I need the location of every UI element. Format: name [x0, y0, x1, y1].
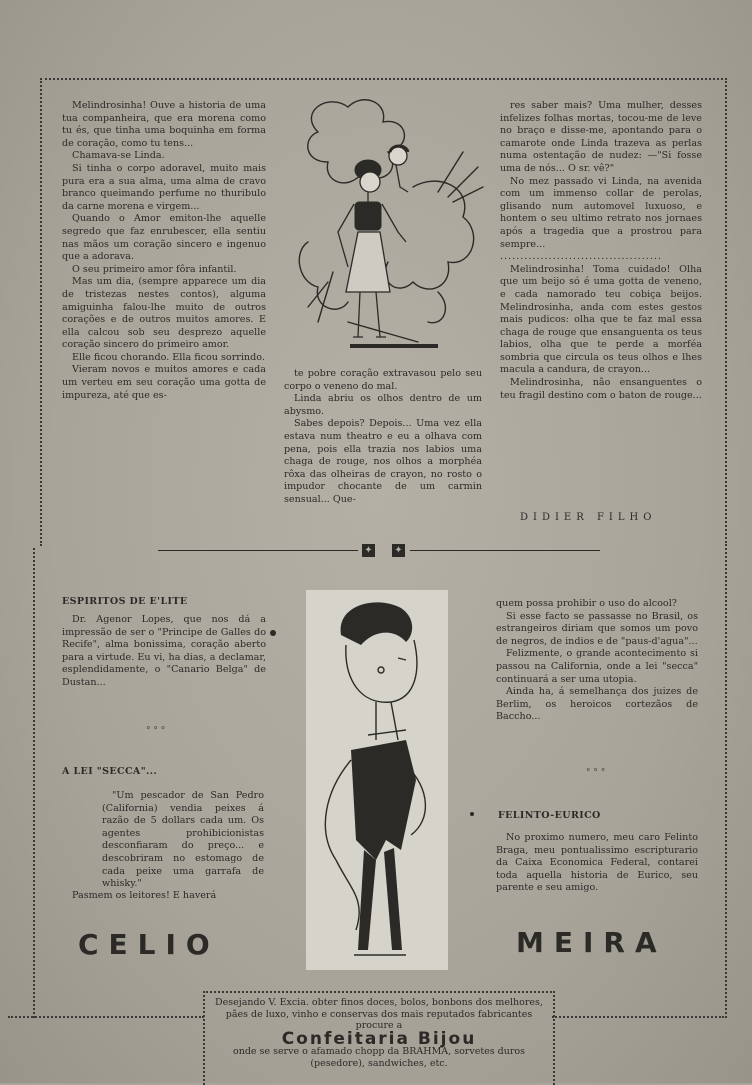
column-text: [62, 890, 266, 903]
column-text: [102, 790, 264, 891]
footer-rule: [8, 1016, 204, 1018]
story-paragraph: Quando o Amor emiton-lhe aquelle segredo que faz enrubescer, ella sentiu nas mãos um coração sincero e ingenuo que a adorava.: [62, 213, 266, 263]
star-icon: ✦: [362, 544, 375, 557]
byline-first-name: CELIO: [78, 928, 220, 961]
ad-text: onde se serve o afamado chopp da BRAHMA, sorvetes duros (pesedore), sandwiches, etc.: [232, 1046, 525, 1069]
paragraph: Ainda ha, á semelhança dos juizes de Berlim, os heroicos cortezãos de Baccho...: [496, 686, 698, 723]
column-text: [496, 598, 698, 724]
story-paragraph: Vieram novos e muitos amores e cada um verteu em seu coração uma gotta de impureza, até que es-: [62, 364, 266, 401]
story-paragraph: O seu primeiro amor fôra infantil.: [72, 263, 237, 275]
bullet-icon: [470, 812, 474, 816]
story-paragraph: Linda abriu os olhos dentro de um abysmo.: [284, 393, 482, 417]
story-separator: ........................................: [500, 251, 662, 263]
bullet-icon: [270, 630, 276, 636]
story-paragraph: Sabes depois? Depois... Uma vez ella estava num theatro e eu a olhava com pena, pois ella trazia nos labios uma chaga de rouge, nos olhos a morphéa rôxa das olheiras de crayon, no rosto o impudor chocante de um carmin sensual... Que-: [284, 418, 482, 505]
ad-text: Desejando V. Excia. obter finos doces, bolos, bonbons dos melhores, pães de luxo, vinho e conservas dos mais reputados fabricantes procure a: [215, 997, 543, 1031]
story-paragraph: Melindrosinha, não ensanguentes o teu fragil destino com o baton de rouge...: [500, 377, 702, 401]
star-icon: ✦: [392, 544, 405, 557]
story-signature: DIDIER FILHO: [520, 512, 657, 523]
quote-paragraph: "Um pescador de San Pedro (California) vendia peixes á razão de 5 dollars cada um. Os agentes prohibicionistas desconfiaram do preço... e descobriram no estomago de cada peixe uma garrafa de whisky.": [102, 790, 264, 890]
story-column-2: [284, 368, 482, 507]
paragraph: Dr. Agenor Lopes, que nos dá a impressão de ser o "Principe de Galles do Recife", alma bonissima, coração aberto para a virtude. Eu vi, ha dias, a declamar, esplendidamente, o "Canario Belga" de Dustan...: [62, 614, 266, 688]
story-column-1: [62, 100, 266, 402]
paragraph: Pasmem os leitores! E haverá: [72, 890, 217, 901]
story-paragraph: Si tinha o corpo adoravel, muito mais pura era a sua alma, uma alma de cravo branco queimando perfume no thuribulo da carne morena e virgem...: [62, 162, 266, 212]
story-paragraph: te pobre coração extravasou pelo seu corpo o veneno do mal.: [284, 368, 482, 392]
ornament-dots: ° ° °: [586, 768, 606, 778]
flapper-illustration: [288, 92, 484, 362]
flapper-drawing: [288, 92, 484, 362]
column-text: [496, 832, 698, 895]
section-heading: A LEI "SECCA"...: [62, 766, 158, 777]
section-heading: ESPIRITOS DE E'LITE: [62, 596, 188, 607]
caricature-portrait: [306, 590, 448, 970]
section-heading: FELINTO-EURICO: [498, 810, 601, 821]
paragraph: Felizmente, o grande acontecimento si passou na California, onde a lei "secca" continuará a ser uma utopia.: [496, 648, 698, 685]
paragraph: Si esse facto se passasse no Brasil, os estrangeiros diriam que somos um povo de negros, de indios e de "paus-d'agua"...: [496, 610, 698, 647]
paragraph: quem possa prohibir o uso do alcool?: [496, 598, 677, 609]
caricature-drawing: [306, 590, 448, 970]
story-paragraph: Mas um dia, (sempre apparece um dia de tristezas nestes contos), alguma amiguinha falou-lhe muito de outros corações e de outros muitos amores. E ella calcou sob seu desprezo aquelle coração sincero do primeiro amor.: [62, 276, 266, 351]
story-column-3: [500, 100, 702, 402]
paragraph: No proximo numero, meu caro Felinto Braga, meu pontualissimo escripturario da Caixa Economica Federal, contarei toda aquella historia de Eurico, seu parente e seu amigo.: [496, 832, 698, 894]
story-paragraph: No mez passado vi Linda, na avenida com um immenso collar de perolas, glisando num automovel luxuoso, e hontem o seu ultimo retrato nos jornaes após a tragedia que a prostrou para sempre...: [500, 175, 702, 250]
story-paragraph: Melindrosinha! Ouve a historia de uma tua companheira, que era morena como tu és, que tinha uma boquinha em forma de coração, como tu tens...: [62, 100, 266, 149]
byline-last-name: MEIRA: [516, 926, 667, 959]
story-paragraph: Melindrosinha! Toma cuidado! Olha que um beijo só é uma gotta de veneno, e cada namorado teu cobiça beijos. Melindrosinha, anda com estes gestos mais pudicos: olha que te faz mal essa chaga de rouge que ensanguenta os teus labios, olha que te perde a morféa sombria que circula os teus olhos e lhes macula a candura, de crayon...: [500, 263, 702, 376]
ornament-dots: ° ° °: [146, 726, 166, 736]
story-paragraph: res saber mais? Uma mulher, desses infelizes folhas mortas, tocou-me de leve no braço e disse-me, apontando para o camarote onde Linda trazeva as perlas numa ostentação de nudez: —"Si fosse uma de nós... O sr. vê?": [500, 100, 702, 174]
column-text: [62, 614, 266, 690]
story-paragraph: Elle ficou chorando. Ella ficou sorrindo.: [72, 351, 265, 363]
footer-rule: [552, 1016, 724, 1018]
confeitaria-ad: [203, 991, 555, 1085]
ad-business-name: Confeitaria Bijou: [281, 1028, 477, 1049]
story-paragraph: Chamava-se Linda.: [72, 150, 165, 162]
